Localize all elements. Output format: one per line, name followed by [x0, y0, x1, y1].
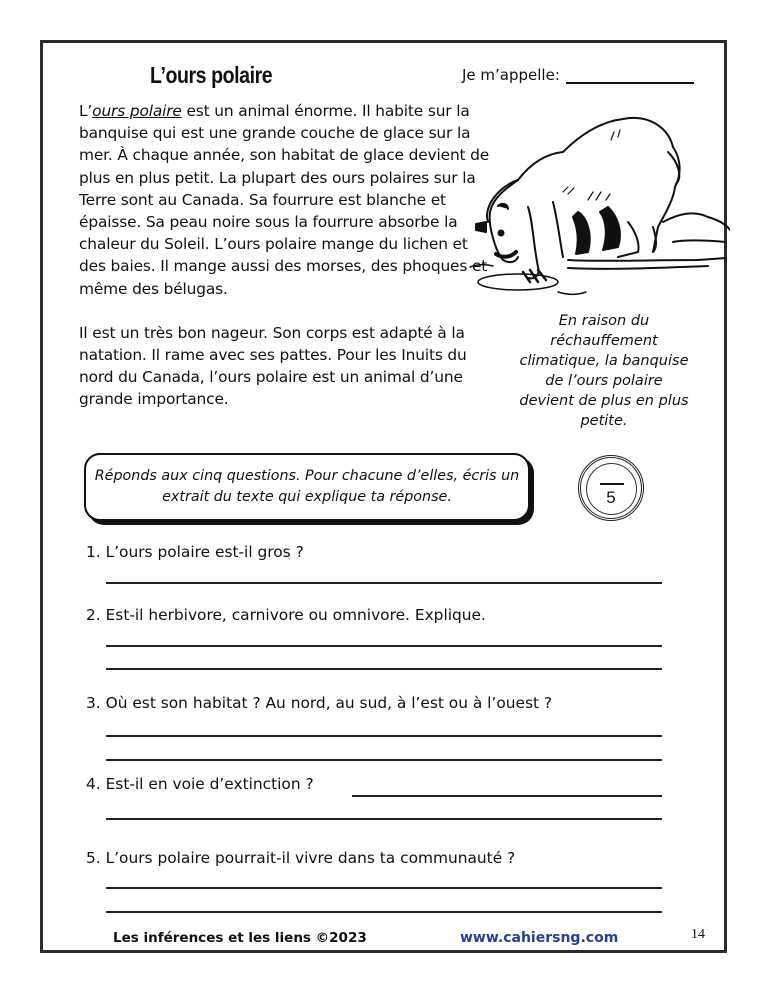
answer-line-2b[interactable]	[106, 668, 662, 670]
answer-line-1a[interactable]	[106, 582, 662, 584]
question-4: 4. Est-il en voie d’extinction ?	[86, 775, 314, 793]
passage-paragraph-1	[79, 100, 499, 300]
question-5: 5. L’ours polaire pourrait-il vivre dans ta communauté ?	[86, 849, 516, 867]
footer-series: Les inférences et les liens ©2023	[113, 930, 367, 946]
question-3: 3. Où est son habitat ? Au nord, au sud, à l’est ou à l’ouest ?	[86, 694, 553, 712]
footer-url-link[interactable]: www.cahiersng.com	[460, 930, 619, 946]
score-total: 5	[606, 488, 616, 507]
name-label: Je m’appelle:	[462, 66, 560, 84]
score-circle	[578, 455, 644, 521]
instructions-text: Réponds aux cinq questions. Pour chacune d’elles, écris un extrait du texte qui explique ta réponse.	[94, 468, 520, 505]
page-title: L’ours polaire	[150, 62, 273, 88]
name-field	[462, 66, 694, 84]
page-number: 14	[691, 927, 705, 942]
answer-line-3a[interactable]	[106, 735, 662, 737]
answer-line-4a[interactable]	[352, 795, 662, 797]
answer-line-2a[interactable]	[106, 645, 662, 647]
answer-line-5b[interactable]	[106, 911, 662, 913]
illustration-caption: En raison du réchauffement climatique, la banquise de l’ours polaire devient de plus en plus petite.	[519, 313, 689, 429]
name-input-line[interactable]	[566, 67, 694, 84]
passage-paragraph-2: Il est un très bon nageur. Son corps est adapté à la natation. Il rame avec ses pattes. Pour les Inuits du nord du Canada, l’ours polaire est un animal d’une grande importance.	[79, 323, 467, 409]
question-1: 1. L’ours polaire est-il gros ?	[86, 543, 304, 561]
score-earned-blank[interactable]	[600, 483, 624, 485]
answer-line-4b[interactable]	[106, 818, 662, 820]
instructions-box	[84, 453, 530, 521]
underlined-term: ours polaire	[92, 102, 182, 120]
paragraph-prefix: L’	[79, 102, 93, 120]
question-2: 2. Est-il herbivore, carnivore ou omnivore. Explique.	[86, 606, 486, 624]
reading-passage	[79, 100, 499, 411]
polar-bear-illustration	[468, 92, 730, 302]
paragraph-text: est un animal énorme. Il habite sur la banquise qui est une grande couche de glace sur la mer. À chaque année, son habitat de glace devient de plus en plus petit. La plupart des ours polaires sur la Terre sont au Canada. Sa fourrure est blanche et épaisse. Sa peau noire sous la fourrure absorbe la chaleur du Soleil. L’ours polaire mange du lichen et des baies. Il mange aussi des morses, des phoques et même des bélugas.	[79, 102, 490, 298]
answer-line-3b[interactable]	[106, 759, 662, 761]
answer-line-5a[interactable]	[106, 887, 662, 889]
